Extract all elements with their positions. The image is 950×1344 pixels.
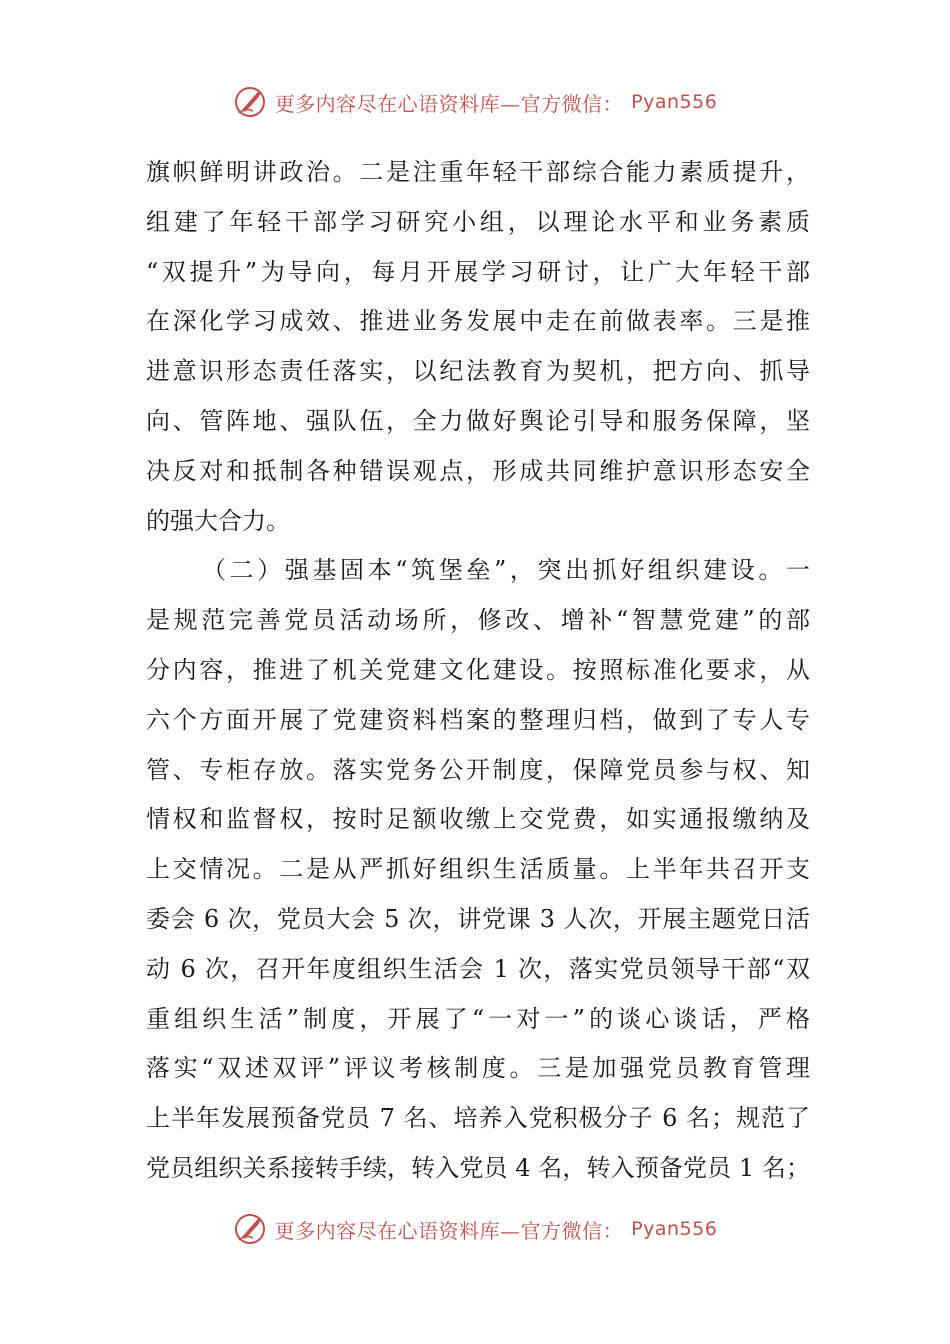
watermark-text: 更多内容尽在心语资料库—官方微信：	[274, 1218, 624, 1243]
body-line: 分内容，推进了机关党建文化建设。按照标准化要求，从	[146, 655, 810, 684]
fountain-pen-logo-icon	[233, 1212, 267, 1246]
body-line: 六个方面开展了党建资料档案的整理归档，做到了专人专	[146, 705, 810, 734]
body-line: 进意识形态责任落实，以纪法教育为契机，把方向、抓导	[146, 357, 810, 386]
watermark-footer	[0, 1212, 950, 1246]
body-line: “双提升”为导向，每月开展学习研讨，让广大年轻干部	[146, 257, 810, 286]
body-line: 党员组织关系接转手续，转入党员 4 名，转入预备党员 1 名；	[146, 1153, 810, 1182]
watermark-wechat-id: Pyan556	[631, 91, 718, 113]
watermark-wechat-id: Pyan556	[631, 1218, 718, 1240]
body-line: 重组织生活”制度，开展了“一对一”的谈心谈话，严格	[146, 1004, 810, 1033]
body-line: 管、专柜存放。落实党务公开制度，保障党员参与权、知	[146, 755, 810, 784]
body-line: 落实“双述双评”评议考核制度。三是加强党员教育管理	[146, 1054, 810, 1083]
body-line: 向、管阵地、强队伍，全力做好舆论引导和服务保障，坚	[146, 406, 810, 435]
body-line: 情权和监督权，按时足额收缴上交党费，如实通报缴纳及	[146, 805, 810, 834]
fountain-pen-logo-icon	[233, 85, 267, 119]
body-line: 组建了年轻干部学习研究小组，以理论水平和业务素质	[146, 207, 810, 236]
body-line: 在深化学习成效、推进业务发展中走在前做表率。三是推	[146, 307, 810, 336]
body-line: 的强大合力。	[146, 506, 290, 535]
body-line: 上半年发展预备党员 7 名、培养入党积极分子 6 名；规范了	[146, 1104, 810, 1133]
section-heading-line: （二）强基固本“筑堡垒”，突出抓好组织建设。一	[202, 556, 810, 585]
body-line: 旗帜鲜明讲政治。二是注重年轻干部综合能力素质提升，	[146, 158, 810, 186]
body-line: 是规范完善党员活动场所，修改、增补“智慧党建”的部	[146, 606, 810, 635]
body-line: 委会 6 次，党员大会 5 次，讲党课 3 人次，开展主题党日活	[146, 904, 810, 933]
watermark-text: 更多内容尽在心语资料库—官方微信：	[274, 91, 624, 116]
body-line: 决反对和抵制各种错误观点，形成共同维护意识形态安全	[146, 456, 810, 485]
document-body	[146, 148, 810, 1194]
body-line: 上交情况。二是从严抓好组织生活质量。上半年共召开支	[146, 855, 810, 884]
body-line: 动 6 次，召开年度组织生活会 1 次，落实党员领导干部“双	[146, 954, 810, 983]
watermark-header	[0, 85, 950, 119]
